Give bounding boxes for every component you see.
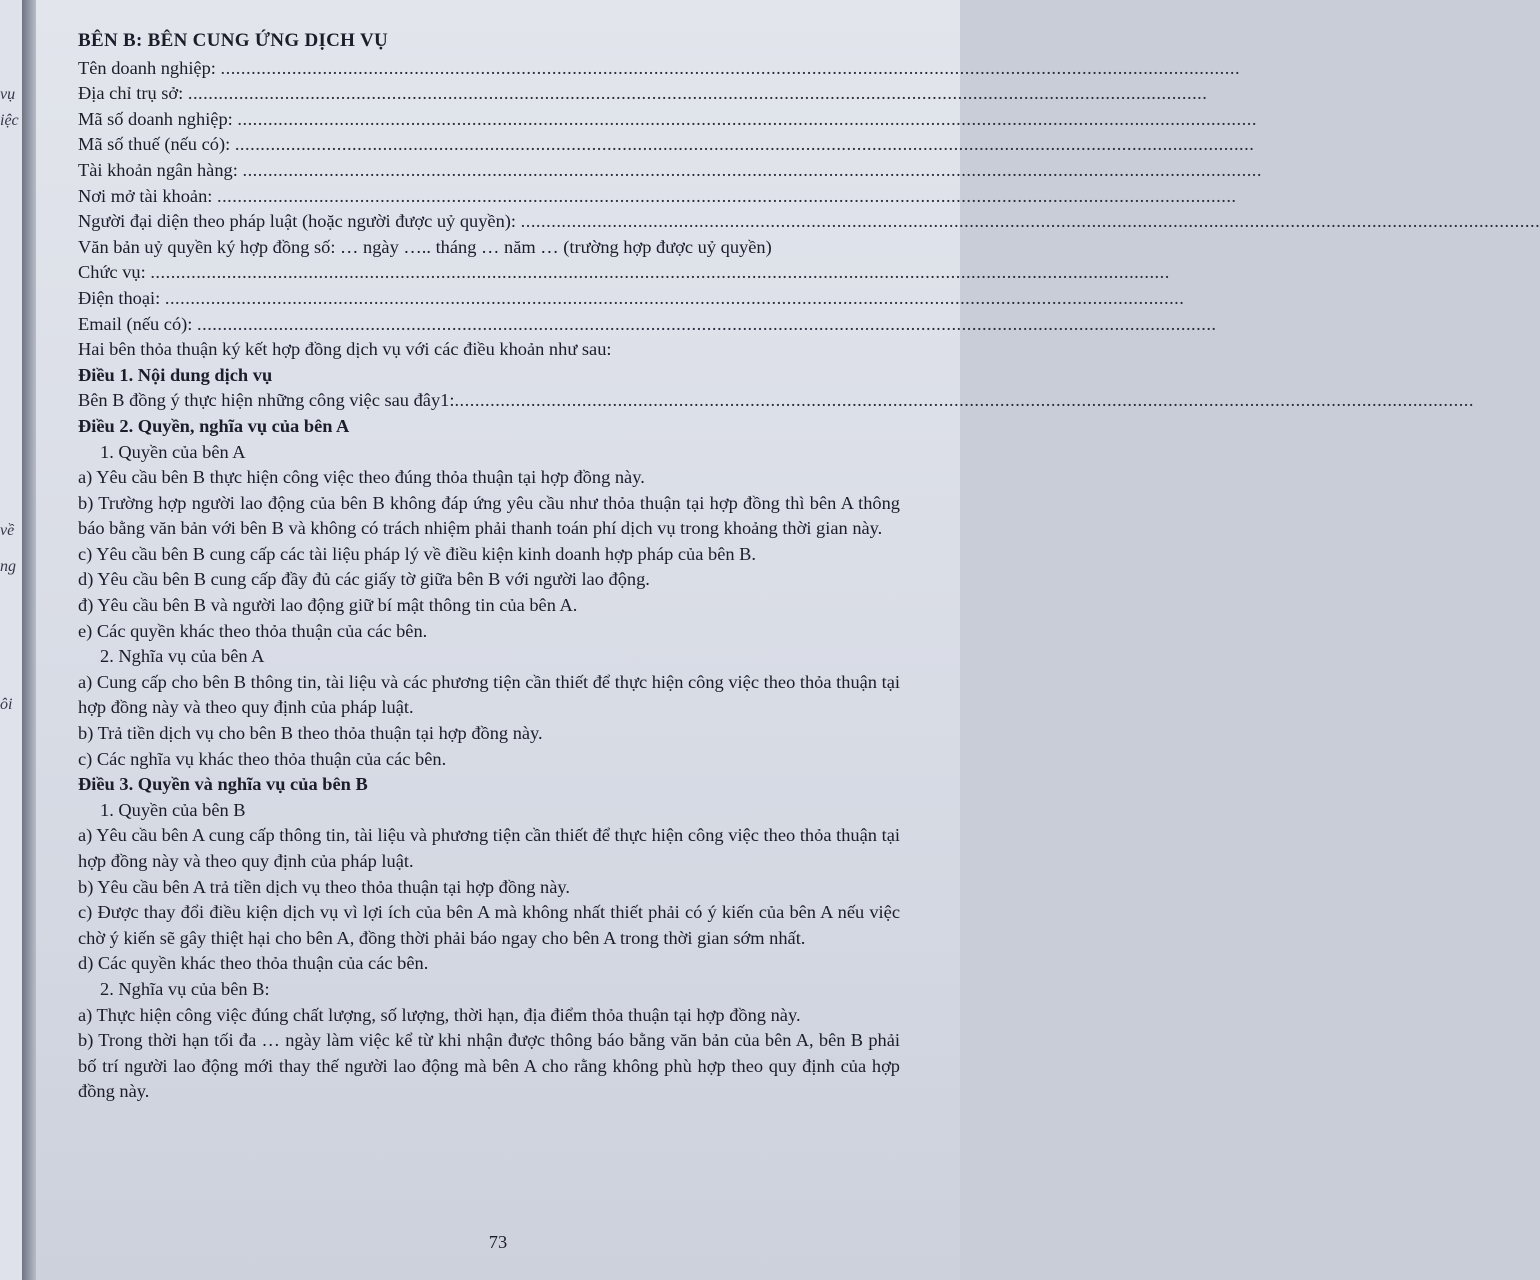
article-2-right-e: e) Các quyền khác theo thỏa thuận của các bên. [78, 620, 428, 641]
article-3-obligation-b: b) Trong thời hạn tối đa … ngày làm việc kể từ khi nhận được thông báo bằng văn bản của bên A, bên B phải bố trí người lao động mới thay thế người lao động mà bên A cho rằng không phù hợp theo quy định của hợp đồng này. [78, 1030, 900, 1102]
fill-line: ........................................................................................................................................................................................................ [520, 211, 1540, 232]
fill-line: ........................................................................................................................................................................................................ [237, 108, 1257, 129]
field-label: Nơi mở tài khoản: [78, 185, 213, 206]
article-1-title: Điều 1. Nội dung dịch vụ [78, 364, 273, 385]
article-2-obligation-c: c) Các nghĩa vụ khác theo thỏa thuận của các bên. [78, 748, 447, 769]
field-label: Tên doanh nghiệp: [78, 57, 216, 78]
form-field-representative [78, 209, 1540, 235]
form-field-tax-code [78, 132, 1255, 158]
margin-fragment: về [0, 522, 15, 539]
fill-line: ........................................................................................................................................................................................................ [150, 262, 1170, 283]
form-field-company-name [78, 56, 1241, 82]
article-3-right-c: c) Được thay đổi điều kiện dịch vụ vì lợi ích của bên A mà không nhất thiết phải có ý kiến của bên A nếu việc chờ ý kiến sẽ gây thiệt hại cho bên A, đồng thời phải báo ngay cho bên A trong thời gian sớm nhất. [78, 902, 900, 948]
article-2-obligation-b: b) Trả tiền dịch vụ cho bên B theo thỏa thuận tại hợp đồng này. [78, 723, 543, 744]
article-2-right-b: b) Trường hợp người lao động của bên B không đáp ứng yêu cầu như thỏa thuận tại hợp đồng thì bên A thông báo bằng văn bản với bên B và không có trách nhiệm phải thanh toán phí dịch vụ trong khoảng thời gian này. [78, 492, 900, 539]
form-field-bank-account [78, 158, 1262, 184]
adjacent-page [0, 0, 22, 1280]
article-2-rights-title: 1. Quyền của bên A [100, 441, 246, 462]
field-label: Địa chỉ trụ sở: [78, 83, 184, 104]
article-3-title: Điều 3. Quyền và nghĩa vụ của bên B [78, 774, 368, 795]
form-field-phone [78, 286, 1185, 312]
article-3-right-a: a) Yêu cầu bên A cung cấp thông tin, tài liệu và phương tiện cần thiết để thực hiện công việc theo thỏa thuận tại hợp đồng này và theo quy định của pháp luật. [78, 825, 900, 871]
book-spine [22, 0, 36, 1280]
form-field-email [78, 312, 1217, 338]
margin-fragment: iệc [0, 112, 19, 129]
page-content [78, 28, 1540, 1105]
margin-fragment: ôi [0, 696, 13, 713]
section-heading: BÊN B: BÊN CUNG ỨNG DỊCH VỤ [78, 30, 389, 51]
form-field-position [78, 260, 1170, 286]
article-3-rights-title: 1. Quyền của bên B [100, 799, 246, 820]
page-number: 73 [488, 1232, 508, 1252]
fill-line: ........................................................................................................................................................................................................ [187, 83, 1208, 104]
margin-fragment: vụ [0, 86, 16, 103]
margin-fragment: ng [0, 558, 16, 575]
article-2-obligation-a: a) Cung cấp cho bên B thông tin, tài liệu và các phương tiện cần thiết để thực hiện công việc theo thỏa thuận tại hợp đồng này và theo quy định của pháp luật. [78, 671, 900, 718]
field-label: Người đại diện theo pháp luật (hoặc người được uỷ quyền): [78, 211, 517, 232]
article-2-obligations-title: 2. Nghĩa vụ của bên A [100, 646, 265, 667]
article-2-title: Điều 2. Quyền, nghĩa vụ của bên A [78, 415, 350, 436]
authorization-line: Văn bản uỷ quyền ký hợp đồng số: … ngày ….. tháng … năm … (trường hợp được uỷ quyền) [78, 236, 772, 257]
fill-line: ........................................................................................................................................................................................................ [216, 185, 1237, 206]
agreement-intro: Hai bên thỏa thuận ký kết hợp đồng dịch vụ với các điều khoản như sau: [78, 339, 612, 360]
form-field-address [78, 81, 1208, 107]
article-1-body [78, 388, 1474, 414]
article-2-right-c: c) Yêu cầu bên B cung cấp các tài liệu pháp lý về điều kiện kinh doanh hợp pháp của bên B. [78, 543, 757, 564]
field-label: Chức vụ: [78, 262, 146, 283]
article-3-obligation-a: a) Thực hiện công việc đúng chất lượng, số lượng, thời hạn, địa điểm thỏa thuận tại hợp đồng này. [78, 1004, 801, 1025]
article-2-right-d: d) Yêu cầu bên B cung cấp đầy đủ các giấy tờ giữa bên B với người lao động. [78, 569, 650, 590]
field-label: Điện thoại: [78, 287, 161, 308]
fill-line: ........................................................................................................................................................................................................ [220, 57, 1241, 78]
article-2-right-a: a) Yêu cầu bên B thực hiện công việc theo đúng thỏa thuận tại hợp đồng này. [78, 467, 645, 488]
article-3-right-b: b) Yêu cầu bên A trả tiền dịch vụ theo thỏa thuận tại hợp đồng này. [78, 876, 571, 897]
fill-line: ........................................................................................................................................................................................................ [197, 313, 1217, 334]
fill-line: ........................................................................................................................................................................................................ [164, 287, 1185, 308]
article-2-right-dd: đ) Yêu cầu bên B và người lao động giữ bí mật thông tin của bên A. [78, 595, 578, 616]
fill-line: ........................................................................................................................................................................................................ [454, 390, 1474, 411]
article-3-obligations-title: 2. Nghĩa vụ của bên B: [100, 978, 270, 999]
article-1-body-label: Bên B đồng ý thực hiện những công việc sau đây1: [78, 390, 455, 411]
book-page [36, 0, 1540, 1280]
form-field-enterprise-code [78, 107, 1257, 133]
fill-line: ........................................................................................................................................................................................................ [234, 134, 1255, 155]
form-field-bank-branch [78, 184, 1237, 210]
field-label: Mã số thuế (nếu có): [78, 134, 231, 155]
article-3-right-d: d) Các quyền khác theo thỏa thuận của các bên. [78, 953, 429, 974]
field-label: Mã số doanh nghiệp: [78, 108, 233, 129]
fill-line: ........................................................................................................................................................................................................ [242, 159, 1262, 180]
field-label: Tài khoản ngân hàng: [78, 159, 238, 180]
field-label: Email (nếu có): [78, 313, 193, 334]
